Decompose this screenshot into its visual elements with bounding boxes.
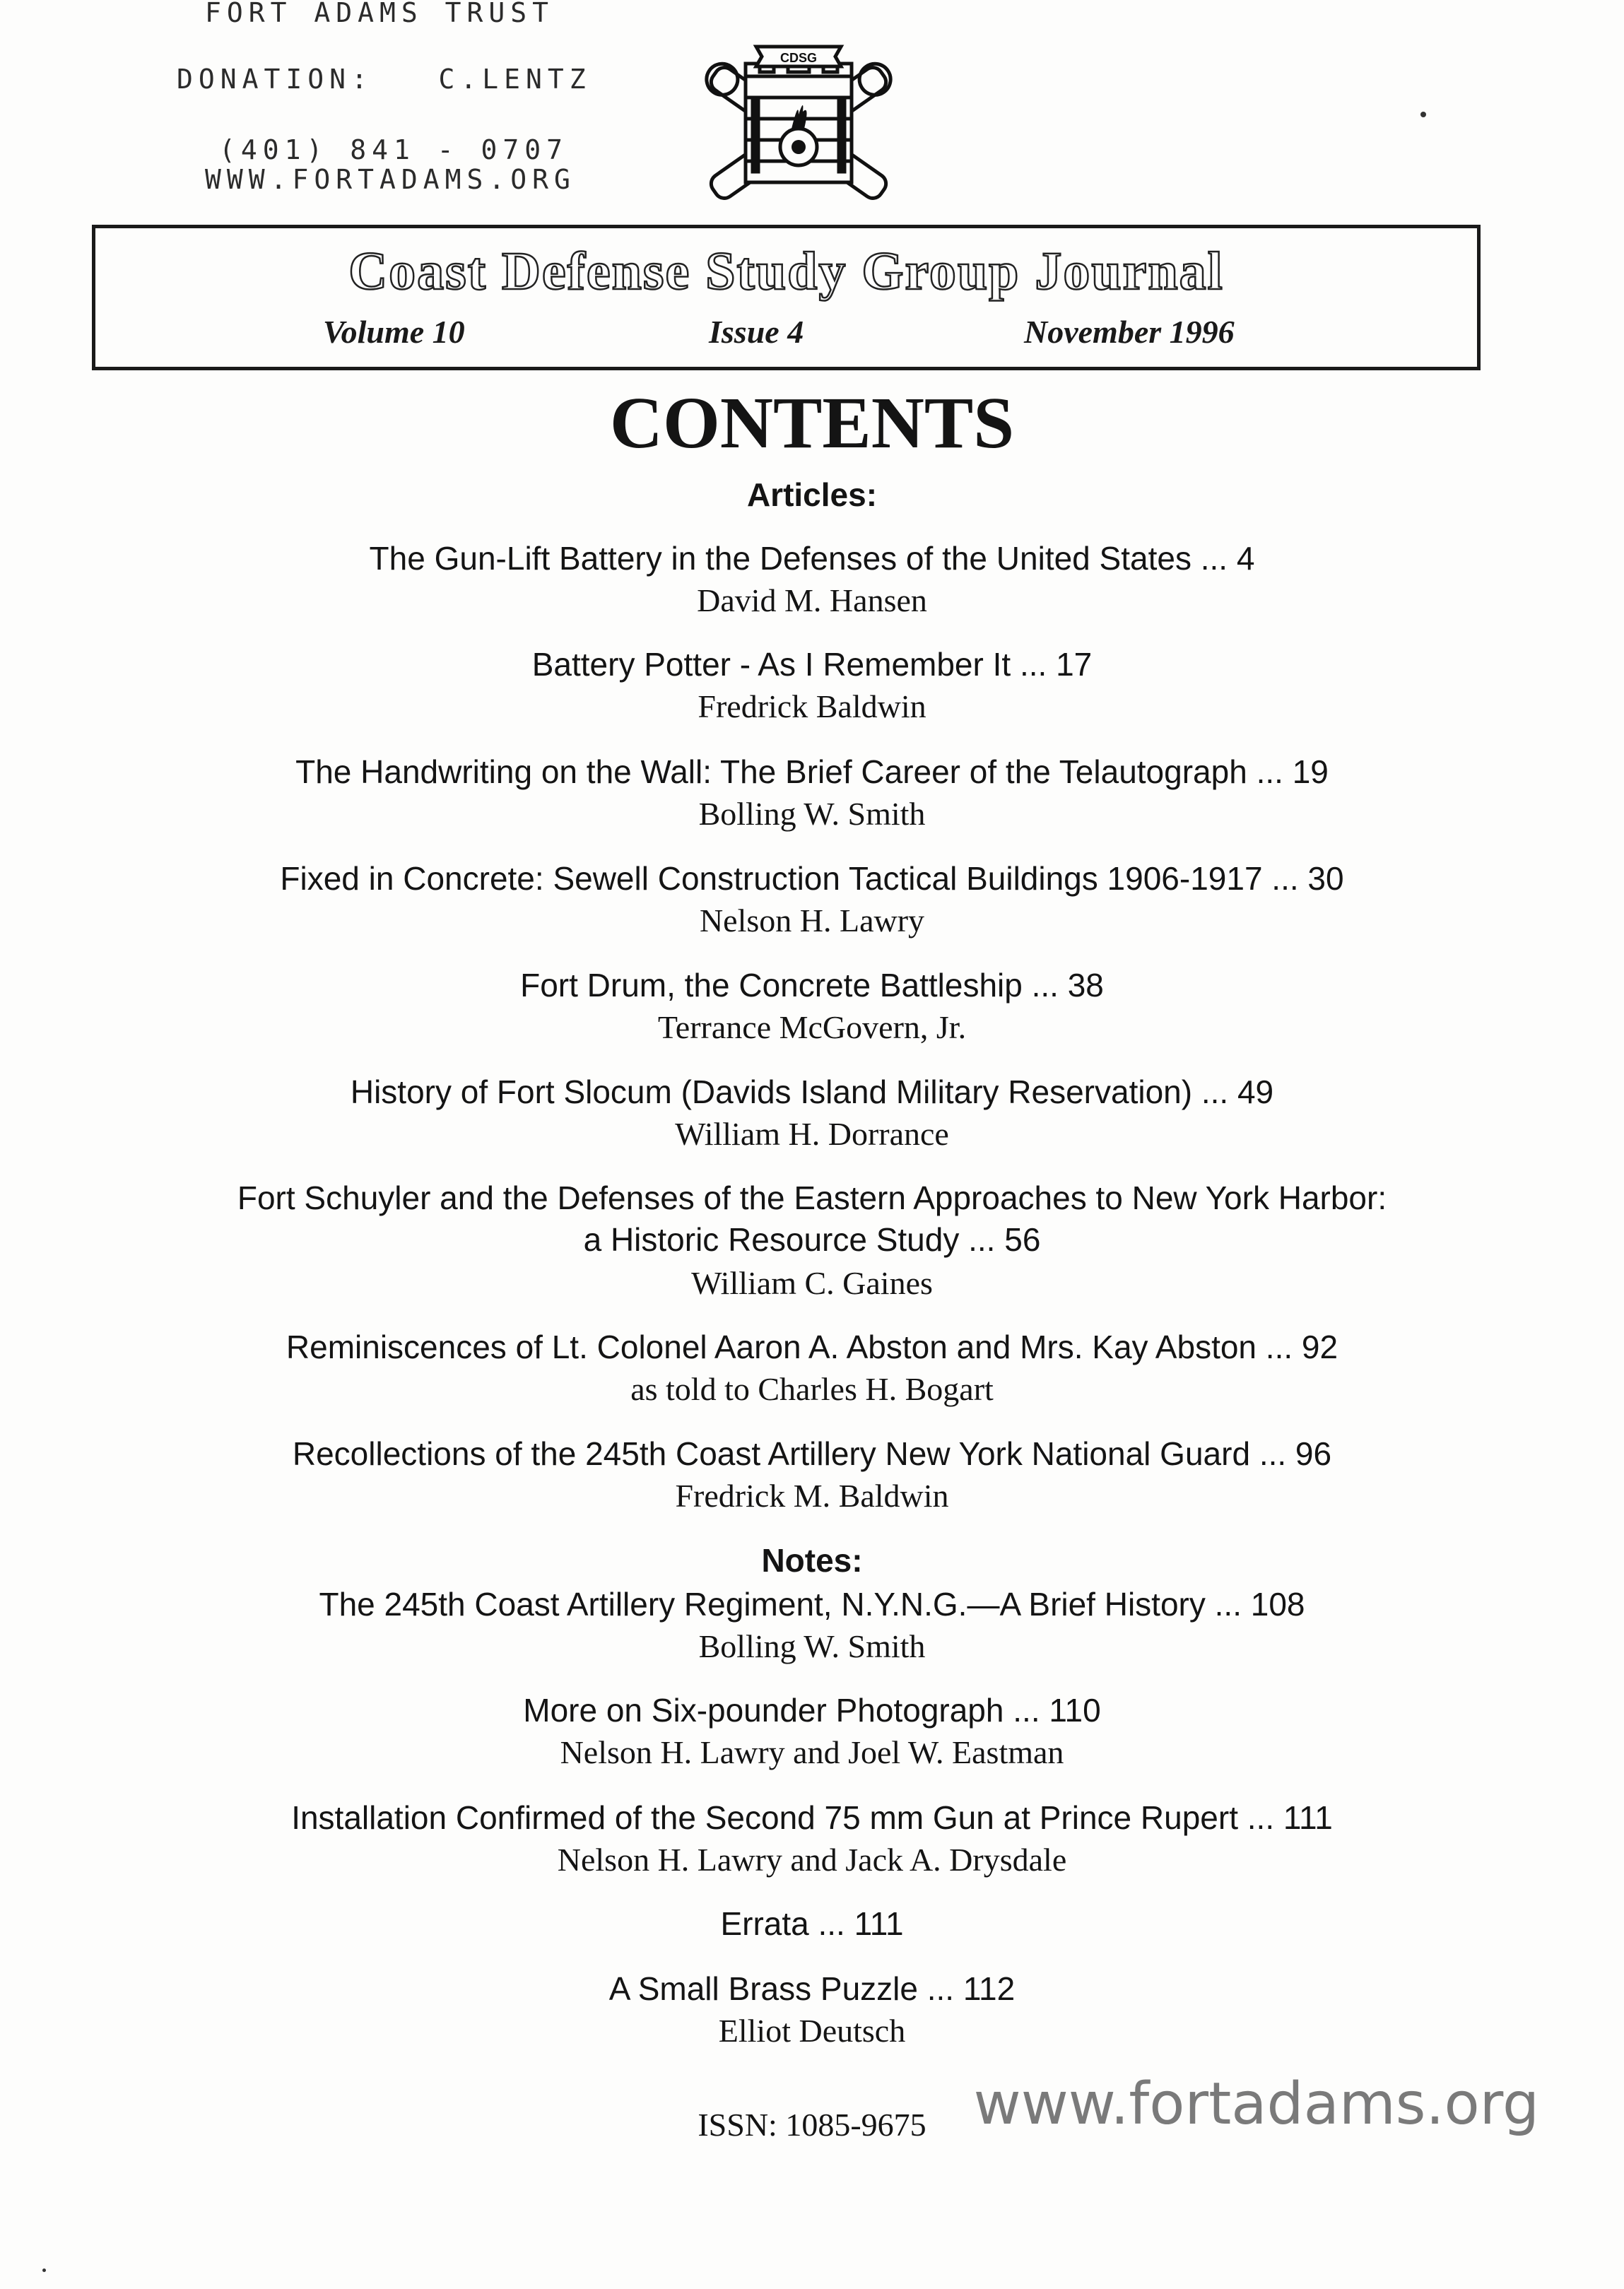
note-author: Bolling W. Smith <box>698 1628 926 1664</box>
note-title: A Small Brass Puzzle ... 112 <box>608 1970 1016 2007</box>
note-title: The 245th Coast Artillery Regiment, N.Y.N.G.—A Brief History ... 108 <box>319 1586 1305 1623</box>
stamp-line-trust: FORT ADAMS TRUST <box>205 0 555 28</box>
note-author: Elliot Deutsch <box>718 2013 906 2049</box>
article-title: Fixed in Concrete: Sewell Construction Tactical Buildings 1906-1917 ... 30 <box>280 860 1344 897</box>
article-author: Nelson H. Lawry <box>699 902 925 938</box>
article-author: as told to Charles H. Bogart <box>630 1371 994 1407</box>
stamp-line-donation: DONATION: C.LENTZ <box>177 64 592 95</box>
date-label: November 1996 <box>1024 314 1235 350</box>
donation-stamp <box>177 0 592 212</box>
website-watermark: www.fortadams.org <box>973 2071 1539 2138</box>
contents-heading: CONTENTS <box>609 382 1015 464</box>
journal-title: Coast Defense Study Group Journal <box>348 242 1224 301</box>
issn-number: ISSN: 1085-9675 <box>698 2107 926 2143</box>
note-author: Nelson H. Lawry and Jack A. Drysdale <box>557 1842 1067 1878</box>
article-author: Terrance McGovern, Jr. <box>657 1009 967 1045</box>
issue-label: Issue 4 <box>709 314 804 350</box>
journal-masthead <box>92 225 1481 370</box>
logo-banner-text: CDSG <box>779 51 818 65</box>
stamp-line-website: WWW.FORTADAMS.ORG <box>205 164 576 195</box>
stamp-line-phone: (401) 841 - 0707 <box>219 134 569 165</box>
article-author: William C. Gaines <box>691 1265 933 1301</box>
article-author: Fredrick M. Baldwin <box>675 1478 949 1514</box>
article-title: Recollections of the 245th Coast Artillery New York National Guard ... 96 <box>292 1435 1332 1472</box>
volume-label: Volume 10 <box>323 314 465 350</box>
cdsg-crest-icon <box>678 41 919 215</box>
article-author: Bolling W. Smith <box>698 796 926 832</box>
note-title: Installation Confirmed of the Second 75 mm Gun at Prince Rupert ... 111 <box>291 1799 1333 1836</box>
note-title: More on Six-pounder Photograph ... 110 <box>523 1692 1101 1729</box>
article-author: William H. Dorrance <box>675 1116 949 1152</box>
article-title: Reminiscences of Lt. Colonel Aaron A. Abston and Mrs. Kay Abston ... 92 <box>286 1329 1338 1365</box>
article-title-continued: a Historic Resource Study ... 56 <box>583 1221 1041 1258</box>
article-title: The Gun-Lift Battery in the Defenses of the United States ... 4 <box>369 540 1255 577</box>
scan-speck <box>42 2269 46 2272</box>
article-title: Battery Potter - As I Remember It ... 17 <box>531 646 1093 683</box>
scan-speck <box>1420 112 1426 117</box>
article-title: Fort Drum, the Concrete Battleship ... 38 <box>520 967 1104 1004</box>
article-author: David M. Hansen <box>697 582 927 618</box>
notes-label: Notes: <box>761 1542 863 1579</box>
articles-label: Articles: <box>746 476 878 513</box>
note-title: Errata ... 111 <box>720 1905 904 1942</box>
article-author: Fredrick Baldwin <box>698 688 926 724</box>
article-title: Fort Schuyler and the Defenses of the Eastern Approaches to New York Harbor: <box>237 1179 1387 1216</box>
note-author: Nelson H. Lawry and Joel W. Eastman <box>560 1734 1064 1770</box>
article-title: History of Fort Slocum (Davids Island Military Reservation) ... 49 <box>350 1073 1274 1110</box>
article-title: The Handwriting on the Wall: The Brief Career of the Telautograph ... 19 <box>295 753 1329 790</box>
